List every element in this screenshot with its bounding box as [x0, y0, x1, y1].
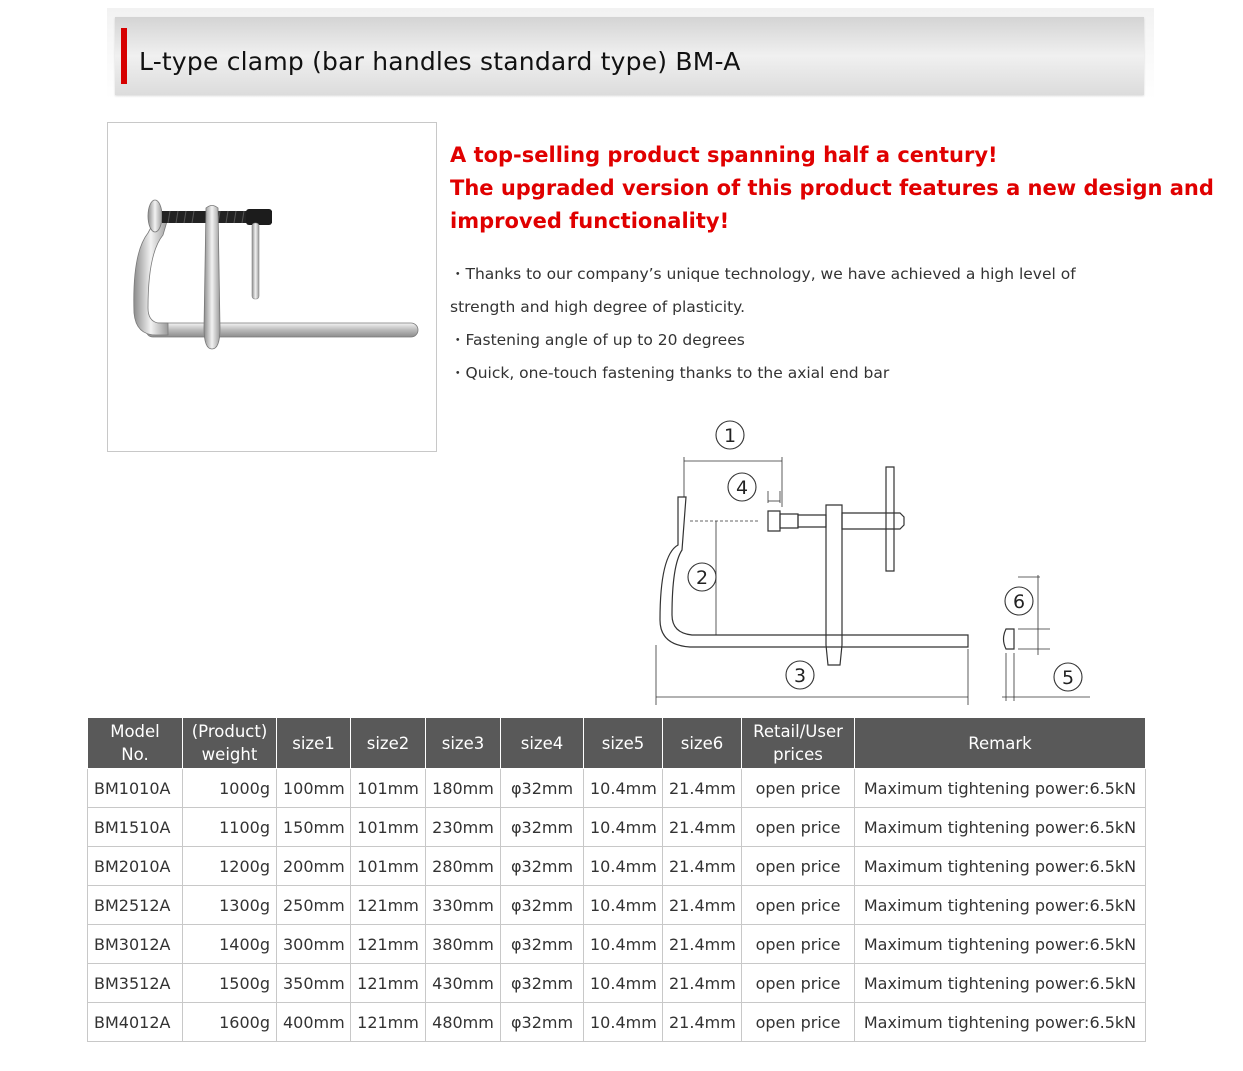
cell-weight: 1200g [183, 847, 277, 886]
table-row [88, 886, 1146, 925]
headline-line-2: The upgraded version of this product features a new design and [450, 176, 1214, 200]
cell-size5: 10.4mm [584, 1003, 663, 1042]
table-row [88, 808, 1146, 847]
cell-size4: φ32mm [501, 847, 584, 886]
cell-size5: 10.4mm [584, 847, 663, 886]
cell-size2: 121mm [351, 964, 426, 1003]
feature-line-1: ・Thanks to our company’s unique technology, we have achieved a high level of [450, 265, 1076, 283]
cell-size1: 200mm [277, 847, 351, 886]
cell-size1: 300mm [277, 925, 351, 964]
cell-size2: 121mm [351, 925, 426, 964]
page-title: L-type clamp (bar handles standard type) BM-A [139, 47, 741, 76]
table-row [88, 769, 1146, 808]
feature-line-4: ・Quick, one-touch fastening thanks to the axial end bar [450, 364, 890, 382]
cell-size2: 121mm [351, 886, 426, 925]
dimension-label-6: 6 [1012, 591, 1026, 613]
cell-size6: 21.4mm [663, 1003, 742, 1042]
dimension-label-4: 4 [735, 477, 749, 499]
clamp-photo-illustration [108, 123, 436, 451]
header-remark: Remark [855, 718, 1146, 769]
table-header-row [88, 718, 1146, 769]
cell-size2: 101mm [351, 847, 426, 886]
dimension-label-5: 5 [1061, 667, 1075, 689]
cell-price: open price [742, 1003, 855, 1042]
headline-line-1: A top-selling product spanning half a century! [450, 143, 998, 167]
cell-size5: 10.4mm [584, 964, 663, 1003]
feature-line-3: ・Fastening angle of up to 20 degrees [450, 331, 745, 349]
cell-size3: 280mm [426, 847, 501, 886]
header-weight: (Product) weight [183, 718, 277, 769]
headline [450, 139, 1214, 238]
cell-size3: 180mm [426, 769, 501, 808]
cell-size6: 21.4mm [663, 925, 742, 964]
cell-remark: Maximum tightening power:6.5kN [855, 769, 1146, 808]
header-size4: size4 [501, 718, 584, 769]
cell-model: BM1010A [88, 769, 183, 808]
title-accent-bar [121, 28, 127, 84]
cell-size2: 101mm [351, 808, 426, 847]
cell-size1: 250mm [277, 886, 351, 925]
cell-remark: Maximum tightening power:6.5kN [855, 847, 1146, 886]
cell-size4: φ32mm [501, 1003, 584, 1042]
cell-price: open price [742, 886, 855, 925]
cell-size4: φ32mm [501, 964, 584, 1003]
dimension-label-3: 3 [793, 665, 807, 687]
cell-size3: 480mm [426, 1003, 501, 1042]
cell-size3: 430mm [426, 964, 501, 1003]
cell-size6: 21.4mm [663, 808, 742, 847]
header-size6: size6 [663, 718, 742, 769]
spec-table [87, 717, 1146, 1042]
cell-price: open price [742, 769, 855, 808]
cell-size5: 10.4mm [584, 769, 663, 808]
table-row [88, 964, 1146, 1003]
cell-size4: φ32mm [501, 769, 584, 808]
product-photo [107, 122, 437, 452]
cell-size1: 150mm [277, 808, 351, 847]
cell-size1: 100mm [277, 769, 351, 808]
cell-size6: 21.4mm [663, 847, 742, 886]
cell-size5: 10.4mm [584, 886, 663, 925]
cell-remark: Maximum tightening power:6.5kN [855, 1003, 1146, 1042]
cell-weight: 1400g [183, 925, 277, 964]
table-row [88, 847, 1146, 886]
cell-size2: 121mm [351, 1003, 426, 1042]
cell-weight: 1600g [183, 1003, 277, 1042]
header-size1: size1 [277, 718, 351, 769]
dimension-label-1: 1 [723, 425, 737, 447]
cell-remark: Maximum tightening power:6.5kN [855, 808, 1146, 847]
table-row [88, 925, 1146, 964]
cell-size6: 21.4mm [663, 886, 742, 925]
cell-size3: 380mm [426, 925, 501, 964]
spec-table-body [88, 769, 1146, 1042]
cell-remark: Maximum tightening power:6.5kN [855, 925, 1146, 964]
cell-model: BM3512A [88, 964, 183, 1003]
cell-model: BM3012A [88, 925, 183, 964]
header-size3: size3 [426, 718, 501, 769]
cell-weight: 1000g [183, 769, 277, 808]
cell-model: BM2010A [88, 847, 183, 886]
header-size5: size5 [584, 718, 663, 769]
cell-price: open price [742, 847, 855, 886]
cell-size5: 10.4mm [584, 925, 663, 964]
cell-size5: 10.4mm [584, 808, 663, 847]
title-banner [107, 8, 1154, 100]
dimension-label-2: 2 [695, 567, 709, 589]
dimension-diagram [620, 405, 1100, 710]
cell-weight: 1100g [183, 808, 277, 847]
header-model: Model No. [88, 718, 183, 769]
cell-price: open price [742, 964, 855, 1003]
cell-size6: 21.4mm [663, 964, 742, 1003]
cell-weight: 1300g [183, 886, 277, 925]
title-banner-panel [115, 17, 1144, 95]
feature-line-2: strength and high degree of plasticity. [450, 298, 746, 316]
header-size2: size2 [351, 718, 426, 769]
cell-size2: 101mm [351, 769, 426, 808]
cell-size4: φ32mm [501, 925, 584, 964]
header-price: Retail/User prices [742, 718, 855, 769]
cell-size3: 230mm [426, 808, 501, 847]
cell-model: BM1510A [88, 808, 183, 847]
cell-remark: Maximum tightening power:6.5kN [855, 964, 1146, 1003]
cell-model: BM4012A [88, 1003, 183, 1042]
table-row [88, 1003, 1146, 1042]
cell-size6: 21.4mm [663, 769, 742, 808]
cell-remark: Maximum tightening power:6.5kN [855, 886, 1146, 925]
cell-size4: φ32mm [501, 808, 584, 847]
cell-price: open price [742, 808, 855, 847]
cell-price: open price [742, 925, 855, 964]
cell-size3: 330mm [426, 886, 501, 925]
cell-size4: φ32mm [501, 886, 584, 925]
cell-weight: 1500g [183, 964, 277, 1003]
cell-size1: 400mm [277, 1003, 351, 1042]
headline-line-3: improved functionality! [450, 209, 730, 233]
cell-size1: 350mm [277, 964, 351, 1003]
feature-list [450, 258, 1150, 390]
cell-model: BM2512A [88, 886, 183, 925]
